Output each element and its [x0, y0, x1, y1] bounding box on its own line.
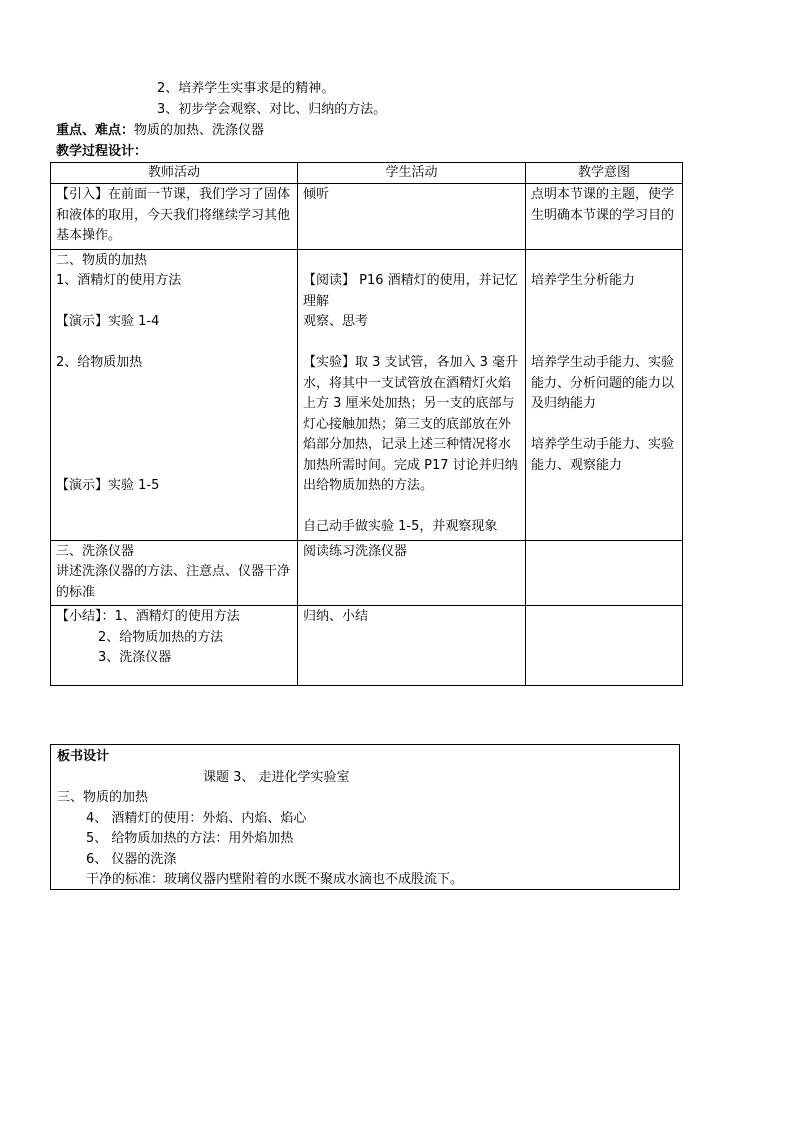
- table-row: [51, 606, 683, 686]
- key-points: [56, 121, 264, 142]
- process-title: 教学过程设计：: [56, 144, 148, 159]
- cell-intent: [526, 249, 683, 540]
- student-item: 【实验】取 3 支试管，各加入 3 毫升水，将其中一支试管放在酒精灯火焰上方 3 厘米处加热；另一支的底部与灯心接触加热；第三支的底部放在外焰部分加热，记录上述三种情况将水加热所需时间。完成 P17 讨论并归纳出给物质加热的方法。: [303, 355, 519, 493]
- board-title: 板书设计: [57, 749, 110, 764]
- table-header-row: [51, 163, 683, 184]
- cell-intent: [526, 540, 683, 606]
- table-row: [51, 249, 683, 540]
- board-line: 干净的标准：玻璃仪器内壁附着的水既不聚成水滴也不成股流下。: [86, 872, 464, 887]
- cell-student: [298, 606, 526, 686]
- student-item: 自己动手做实验 1-5，并观察现象: [303, 519, 498, 534]
- summary-item: 2、给物质加热的方法: [98, 629, 224, 645]
- key-points-text: 物质的加热、洗涤仪器: [134, 123, 265, 138]
- section-heading: 三、洗涤仪器: [56, 543, 135, 559]
- intro-text: 【引入】在前面一节课，我们学习了固体和液体的取用，今天我们将继续学习其他基本操作。: [56, 187, 291, 243]
- header-student: 学生活动: [298, 163, 526, 184]
- intent-text: 点明本节课的主题，使学生明确本节课的学习目的: [531, 187, 675, 223]
- section-heading: 二、物质的加热: [56, 252, 148, 268]
- cell-intent: [526, 184, 683, 250]
- summary-heading: 【小结】：1、酒精灯的使用方法: [56, 609, 240, 624]
- summary-item: 3、洗涤仪器: [98, 650, 172, 665]
- cell-student: [298, 184, 526, 250]
- cell-teacher: [51, 249, 298, 540]
- table-row: [51, 540, 683, 606]
- student-item: 【阅读】 P16 酒精灯的使用，并记忆理解: [303, 273, 518, 309]
- board-design: [50, 744, 680, 890]
- board-subtitle: 课题 3、 走进化学实验室: [203, 769, 350, 785]
- teacher-item: 1、酒精灯的使用方法: [56, 273, 182, 288]
- objective-line-3: 3、初步学会观察、对比、归纳的方法。: [157, 102, 387, 117]
- header-intent: 教学意图: [526, 163, 683, 184]
- lesson-plan-table: [50, 162, 683, 686]
- teacher-item: 【演示】实验 1-5: [56, 478, 160, 493]
- student-item: 归纳、小结: [303, 609, 369, 624]
- student-text: 倾听: [303, 187, 330, 202]
- teacher-item: 【演示】实验 1-4: [56, 314, 160, 329]
- cell-teacher: [51, 184, 298, 250]
- cell-teacher: [51, 540, 298, 606]
- intent-item: 培养学生动手能力、实验能力、观察能力: [531, 437, 675, 473]
- student-item: 阅读练习洗涤仪器: [303, 543, 408, 559]
- board-line: 三、物质的加热: [57, 790, 149, 805]
- teacher-item: 讲述洗涤仪器的方法、注意点、仪器干净的标准: [56, 564, 291, 600]
- cell-teacher: [51, 606, 298, 686]
- key-points-label: 重点、难点：: [56, 123, 135, 138]
- intent-item: 培养学生分析能力: [531, 273, 636, 288]
- board-line: 5、 给物质加热的方法：用外焰加热: [86, 831, 294, 846]
- cell-intent: [526, 606, 683, 686]
- board-line: 6、 仪器的洗涤: [86, 851, 177, 867]
- teacher-item: 2、给物质加热: [56, 355, 143, 370]
- table-row: [51, 184, 683, 250]
- cell-student: [298, 540, 526, 606]
- board-line: 4、 酒精灯的使用：外焰、内焰、焰心: [86, 810, 307, 826]
- header-teacher: 教师活动: [51, 163, 298, 184]
- student-item: 观察、思考: [303, 314, 369, 329]
- cell-student: [298, 249, 526, 540]
- intent-item: 培养学生动手能力、实验能力、分析问题的能力以及归纳能力: [531, 355, 675, 411]
- objective-line-2: 2、培养学生实事求是的精神。: [157, 81, 335, 96]
